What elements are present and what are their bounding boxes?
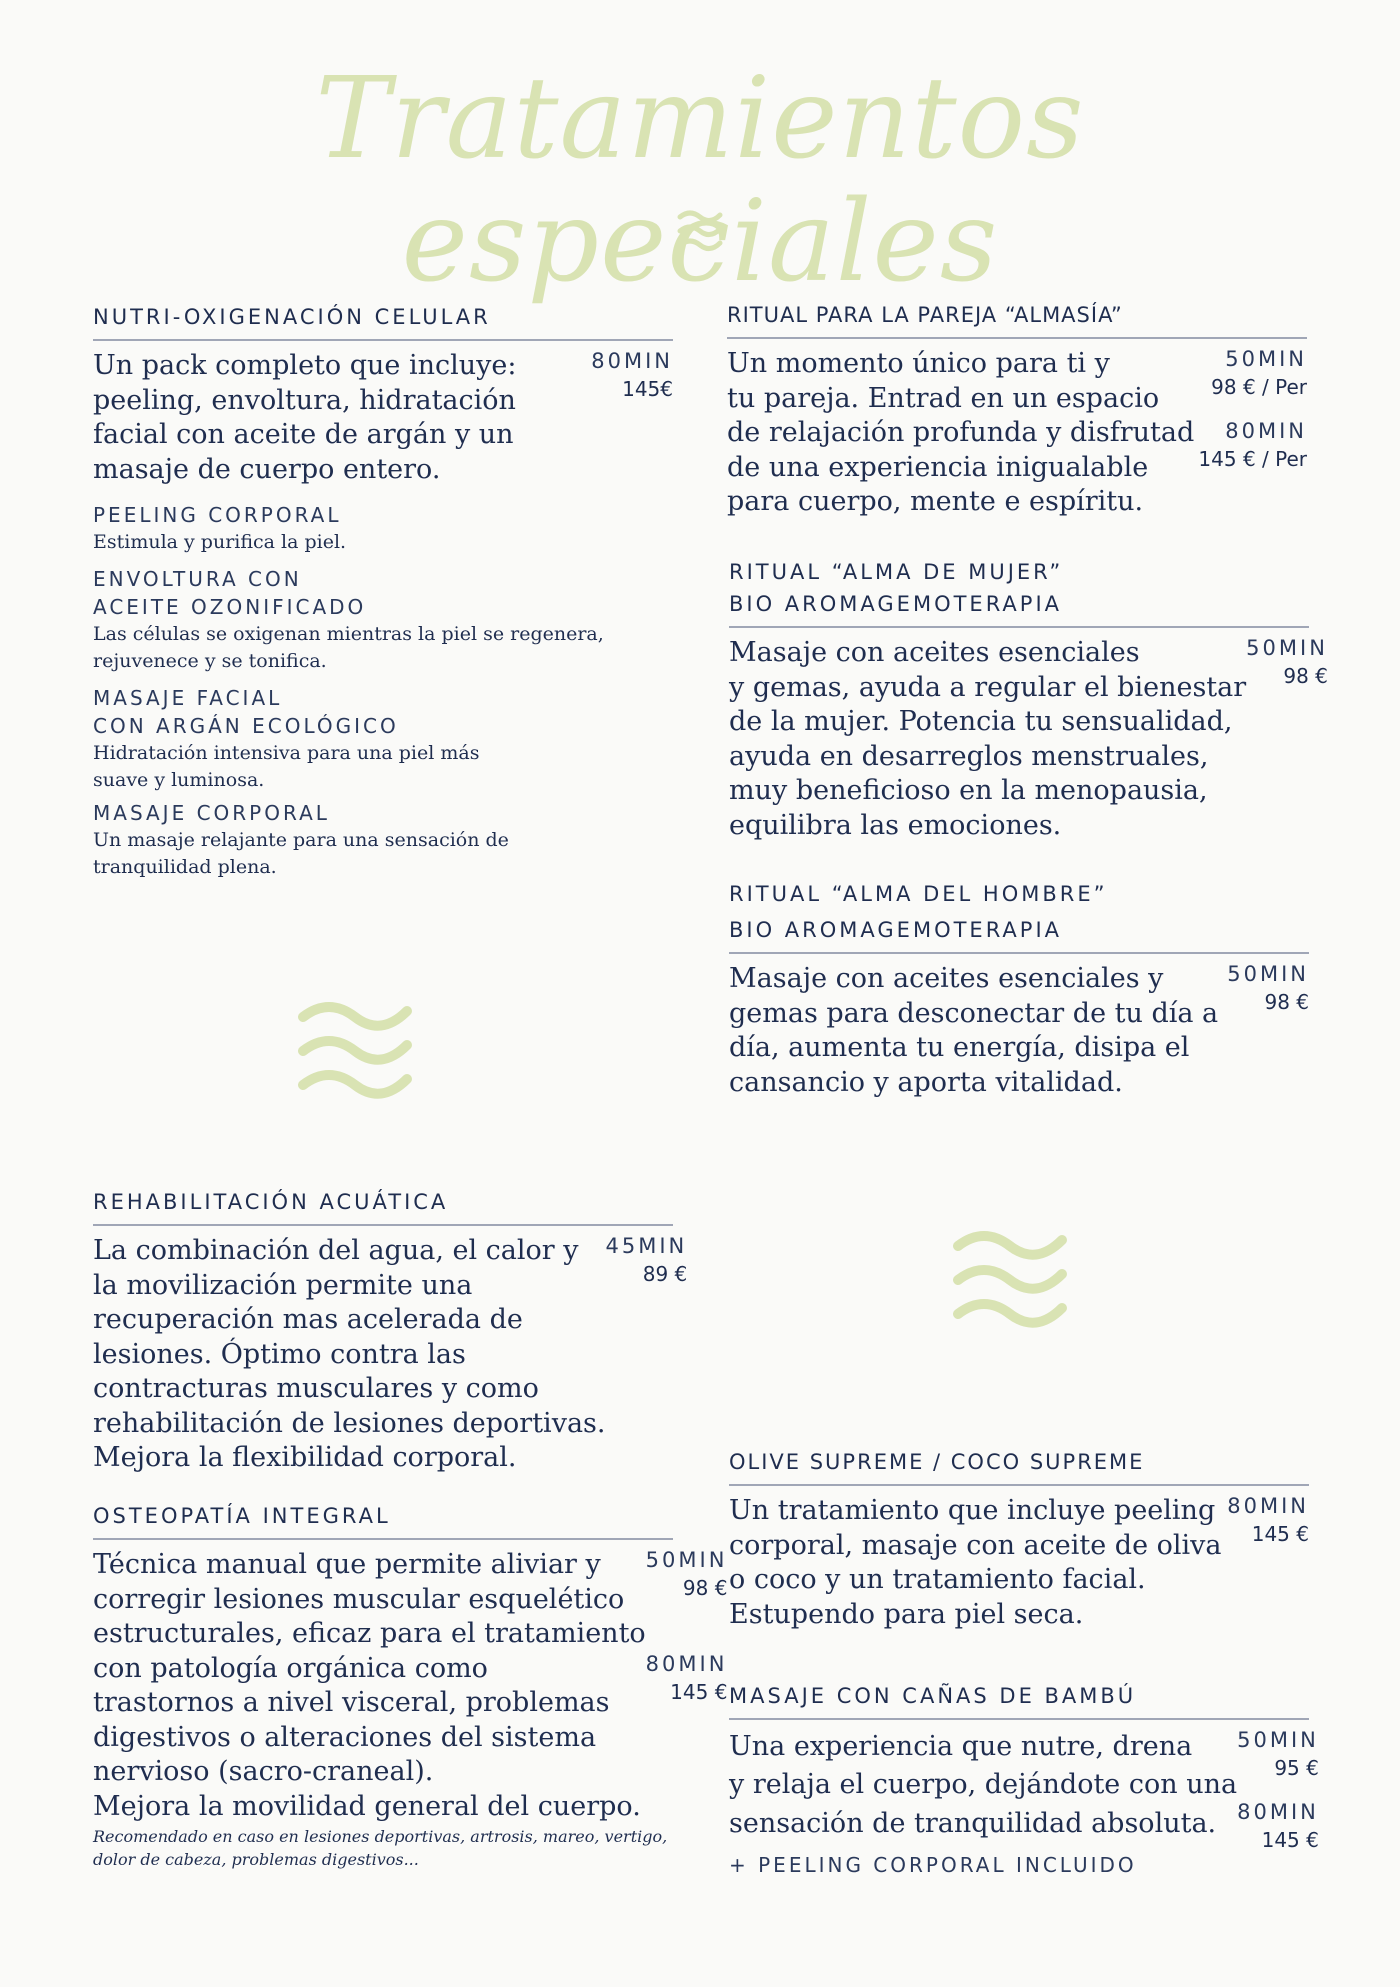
- divider: [729, 626, 1309, 628]
- price: 145 €: [1251, 1522, 1309, 1546]
- section-heading: RITUAL “ALMA DEL HOMBRE”: [729, 882, 1108, 906]
- duration: 50MIN: [1225, 347, 1307, 371]
- price-block: [1227, 962, 1309, 1100]
- section-description-wrap: [729, 1728, 1237, 1877]
- section-description: Técnica manual que permite aliviar y corregir lesiones muscular esquelético estructurales, eficaz para el tratamiento con patología orgánica como trastornos a nivel visceral, problemas digestivos o alteraciones del sistema nervioso (sacro-craneal). Mejora la movilidad general del cuerpo.: [93, 1549, 646, 1822]
- price-block: [646, 1548, 728, 1824]
- section-description: Un momento único para ti y tu pareja. Entrad en un espacio de relajación profunda y disfrutad de una experiencia inigualable para cuerpo, mente e espíritu.: [727, 348, 1195, 518]
- section-subheading: BIO AROMAGEMOTERAPIA: [729, 592, 1063, 616]
- price-block: [1198, 347, 1307, 520]
- divider: [729, 952, 1309, 954]
- price: 89 €: [642, 1262, 688, 1286]
- subitem-envoltura: ENVOLTURA CON ACEITE OZONIFICADO Las células se oxigenan mientras la piel se regenera, rejuvenece y se tonifica.: [93, 566, 604, 673]
- recommendation-note: Recomendado en caso en lesiones deportivas, artrosis, mareo, vertigo, dolor de cabeza, problemas digestivos...: [93, 1827, 668, 1869]
- price: 145 €: [1261, 1828, 1319, 1852]
- duration: 80MIN: [1227, 1494, 1309, 1518]
- section-canas-de-bambu: [729, 1684, 1319, 1877]
- section-description: Un tratamiento que incluye peeling corporal, masaje con aceite de oliva o coco y un tratamiento facial. Estupendo para piel seca.: [729, 1495, 1222, 1630]
- section-description: Una experiencia que nutre, drena y relaja el cuerpo, dejándote con una sensación de tranquilidad absoluta.: [729, 1731, 1238, 1839]
- section-osteopatia-integral: [93, 1504, 728, 1871]
- section-heading: OLIVE SUPREME / COCO SUPREME: [729, 1450, 1145, 1474]
- price: 98 € / Per: [1211, 375, 1307, 399]
- duration: 50MIN: [1237, 1728, 1319, 1752]
- section-description: Masaje con aceites esenciales y gemas para desconectar de tu día a día, aumenta tu energía, disipa el cansancio y aporta vitalidad.: [729, 963, 1219, 1098]
- extra-note: + PEELING CORPORAL INCLUIDO: [729, 1852, 1137, 1877]
- divider: [729, 1484, 1309, 1486]
- subitem-peeling: PEELING CORPORAL Estimula y purifica la piel.: [93, 503, 347, 554]
- divider: [727, 337, 1307, 339]
- subitem-masaje-corporal: MASAJE CORPORAL Un masaje relajante para una sensación de tranquilidad plena.: [93, 800, 509, 879]
- section-nutri-oxigenacion: [93, 305, 673, 882]
- price-block: [1237, 1728, 1319, 1877]
- section-heading: RITUAL “ALMA DE MUJER”: [729, 560, 1064, 584]
- section-heading: MASAJE CON CAÑAS DE BAMBÚ: [729, 1684, 1137, 1708]
- price: 98 €: [1283, 664, 1328, 688]
- duration: 80MIN: [645, 1652, 728, 1676]
- price: 95 €: [1274, 1756, 1319, 1780]
- section-description: La combinación del agua, el calor y la movilización permite una recuperación mas acelerada de lesiones. Óptimo contra las contracturas musculares y como rehabilitación de lesiones deportivas. Mejora la flexibilidad corporal.: [93, 1235, 606, 1474]
- section-subheading: BIO AROMAGEMOTERAPIA: [729, 918, 1063, 942]
- section-heading: RITUAL PARA LA PAREJA “ALMASÍA”: [727, 303, 1123, 327]
- wave-icon: [295, 995, 415, 1105]
- price: 145 € / Per: [1198, 447, 1307, 471]
- price-block: [591, 349, 673, 487]
- page-title: Tratamientos especiales: [315, 54, 1085, 308]
- section-heading: NUTRI-OXIGENACIÓN CELULAR: [93, 305, 491, 329]
- duration: 45MIN: [605, 1234, 688, 1258]
- duration: 50MIN: [1227, 962, 1309, 986]
- section-alma-de-mujer: [729, 560, 1328, 843]
- price-block: [1227, 1494, 1309, 1632]
- section-ritual-pareja: [727, 303, 1307, 520]
- duration: 80MIN: [1237, 1800, 1319, 1824]
- wave-icon: [676, 205, 724, 253]
- duration: 50MIN: [645, 1548, 728, 1572]
- section-description: Un pack completo que incluye: peeling, envoltura, hidratación facial con aceite de argán y un masaje de cuerpo entero.: [93, 350, 517, 485]
- divider: [93, 1538, 673, 1540]
- duration: 80MIN: [1225, 419, 1307, 443]
- section-heading: REHABILITACIÓN ACUÁTICA: [93, 1190, 449, 1214]
- section-olive-supreme: [729, 1450, 1309, 1632]
- duration: 80MIN: [591, 349, 673, 373]
- duration: 50MIN: [1246, 636, 1328, 660]
- section-alma-del-hombre: [729, 882, 1309, 1100]
- price: 98 €: [682, 1576, 728, 1600]
- price: 98 €: [1264, 990, 1309, 1014]
- subitem-masaje-facial: MASAJE FACIAL CON ARGÁN ECOLÓGICO Hidratación intensiva para una piel más suave y luminosa.: [93, 685, 480, 792]
- price-block: [1246, 636, 1328, 843]
- price-block: [606, 1234, 688, 1476]
- divider: [93, 339, 673, 341]
- section-description: Masaje con aceites esenciales y gemas, ayuda a regular el bienestar de la mujer. Potencia tu sensualidad, ayuda en desarreglos menstruales, muy beneficioso en la menopausia, equilibra las emociones.: [729, 637, 1247, 841]
- section-rehabilitacion-acuatica: [93, 1190, 688, 1476]
- wave-icon: [950, 1224, 1070, 1334]
- section-heading: OSTEOPATÍA INTEGRAL: [93, 1504, 391, 1528]
- price: 145€: [622, 377, 673, 401]
- divider: [93, 1224, 673, 1226]
- divider: [729, 1718, 1309, 1720]
- price: 145 €: [670, 1680, 728, 1704]
